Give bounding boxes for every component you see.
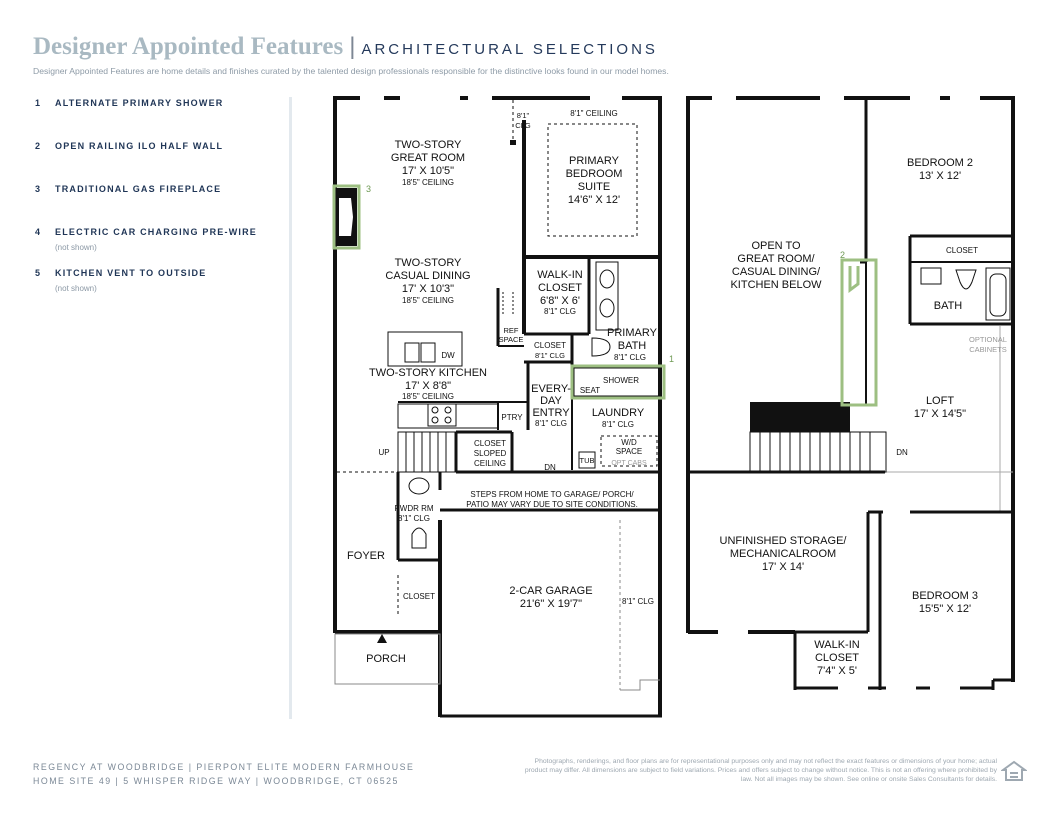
appliance-label: W/D (621, 438, 637, 447)
room-label: CASUAL DINING/ (731, 266, 821, 278)
option-label: CABINETS (969, 345, 1007, 354)
room-label: UNFINISHED STORAGE/ (719, 535, 847, 547)
room-dimension: 17' X 10'3" (401, 283, 455, 295)
room-label: GREAT ROOM/ (737, 253, 815, 265)
room-label: ENTRY (532, 407, 570, 419)
page-title: Designer Appointed Features (33, 33, 344, 60)
ceiling-label: 8'1" CLG (614, 353, 646, 362)
ceiling-label: 8'1" (516, 111, 530, 120)
footer-community (33, 760, 414, 788)
room-label: CLOSET (533, 341, 567, 350)
feature-label: OPEN RAILING ILO HALF WALL (55, 141, 224, 151)
room-label: TWO-STORY (394, 257, 462, 269)
room-label: BATH (933, 300, 963, 312)
room-label: TWO-STORY (394, 139, 462, 151)
room-label: PRIMARY (607, 327, 657, 339)
feature-label: KITCHEN VENT TO OUTSIDE (55, 268, 207, 278)
footer-disclaimer: Photographs, renderings, and floor plans are for representational purposes only and may not reflect the exact features or dimensions of your home; actual product may differ. All dimensions are subject to field variations. Prices and offers subject to change without notice. This is not an offering where prohibited by law. Not all images may be shown. See online or onsite Sales Consultants for details. (524, 758, 997, 783)
room-label: CEILING (473, 459, 507, 468)
room-label: CLOSET (945, 246, 979, 255)
room-label: PORCH (366, 653, 406, 665)
room-label: 2-CAR GARAGE (509, 585, 593, 597)
room-label: BEDROOM (565, 168, 623, 180)
room-dimension: 13' X 12' (918, 170, 962, 182)
railing-highlight (842, 260, 876, 405)
room-label: REF (503, 326, 519, 335)
callout-number: 3 (366, 184, 372, 194)
room-dimension: 6'8" X 6' (540, 295, 580, 307)
option-label: OPT CABS (611, 460, 647, 467)
ceiling-label: 8'1" CLG (544, 307, 576, 316)
equal-housing-icon (1001, 760, 1027, 782)
room-dimension: 17' X 8'8" (404, 380, 452, 392)
feature-number: 4 (35, 227, 42, 237)
ceiling-label: 8'1" CLG (535, 419, 567, 428)
stair-label: DN (896, 448, 908, 457)
room-label: BATH (617, 340, 647, 352)
room-label: CLOSET (537, 282, 583, 294)
room-dimension: 7'4" X 5' (817, 665, 857, 677)
room-label: WALK-IN (537, 269, 583, 281)
option-label: OPTIONAL (969, 335, 1007, 344)
ceiling-label: 8'1" CLG (622, 597, 654, 606)
first-floor-labels (347, 109, 658, 665)
stair-label: DN (544, 463, 556, 472)
room-label: CLOSET (814, 652, 860, 664)
feature-number: 5 (35, 268, 42, 278)
room-dimension: 15'5" X 12' (918, 603, 972, 615)
callout-number: 1 (669, 354, 675, 364)
ceiling-label: 18'5" CEILING (402, 392, 454, 401)
room-label: MECHANICALROOM (729, 548, 837, 560)
room-label: LAUNDRY (591, 407, 645, 419)
room-label: OPEN TO (751, 240, 801, 252)
room-label: CASUAL DINING (385, 270, 471, 282)
page-subtitle: Designer Appointed Features are home details and finishes curated by the talented design professionals responsible for the distinctive looks found in our model homes. (33, 66, 669, 76)
appliance-label: DW (441, 351, 455, 360)
appliance-label: TUB (579, 456, 595, 465)
room-label: CLOSET (402, 592, 436, 601)
ceiling-label: 8'1" CLG (398, 514, 430, 523)
room-label: SPACE (498, 335, 524, 344)
feature-number: 2 (35, 141, 42, 151)
feature-label: TRADITIONAL GAS FIREPLACE (55, 184, 222, 194)
stair-label: UP (378, 448, 390, 457)
room-label: PWDR RM (394, 504, 434, 513)
room-dimension: 14'6" X 12' (567, 194, 621, 206)
room-dimension: 17' X 14' (761, 561, 805, 573)
room-label: FOYER (347, 550, 385, 562)
callout-number: 2 (840, 250, 846, 260)
room-label: EVERY- (531, 383, 571, 395)
room-label: BEDROOM 2 (906, 157, 974, 169)
room-label: KITCHEN BELOW (730, 279, 822, 291)
room-label: SUITE (577, 181, 611, 193)
feature-note: (not shown) (55, 243, 97, 252)
room-label: CLOSET (473, 439, 507, 448)
ceiling-label: 18'5" CEILING (402, 296, 454, 305)
room-label: TWO-STORY KITCHEN (369, 367, 487, 379)
room-label: WALK-IN (814, 639, 860, 651)
feature-label: ALTERNATE PRIMARY SHOWER (55, 98, 224, 108)
room-dimension: 17' X 14'5" (913, 408, 967, 420)
room-label: SLOPED (473, 449, 507, 458)
footer-line: HOME SITE 49 | 5 WHISPER RIDGE WAY | WOODBRIDGE, CT 06525 (33, 776, 399, 786)
room-label: SHOWER (603, 376, 639, 385)
note-label: PATIO MAY VARY DUE TO SITE CONDITIONS. (466, 500, 638, 509)
ceiling-label: 18'5" CEILING (402, 178, 454, 187)
room-dimension: 21'6" X 19'7" (519, 598, 583, 610)
title-separator: | (349, 33, 356, 60)
room-label: DAY (540, 395, 562, 407)
room-dimension: 17' X 10'5" (401, 165, 455, 177)
ceiling-label: CLG (515, 121, 531, 130)
footer-line: REGENCY AT WOODBRIDGE | PIERPONT ELITE MODERN FARMHOUSE (33, 762, 415, 772)
feature-label: ELECTRIC CAR CHARGING PRE-WIRE (55, 227, 257, 237)
room-label: PTRY (501, 413, 523, 422)
room-label: GREAT ROOM (390, 152, 466, 164)
room-label: LOFT (925, 395, 955, 407)
note-label: STEPS FROM HOME TO GARAGE/ PORCH/ (470, 490, 634, 499)
room-label: BEDROOM 3 (911, 590, 979, 602)
ceiling-label: 8'1" CLG (535, 351, 565, 360)
room-label: SEAT (579, 386, 601, 395)
feature-note: (not shown) (55, 284, 97, 293)
room-label: PRIMARY (569, 155, 619, 167)
feature-number: 3 (35, 184, 42, 194)
feature-number: 1 (35, 98, 42, 108)
section-title: ARCHITECTURAL SELECTIONS (361, 41, 658, 58)
ceiling-label: 8'1" CEILING (570, 109, 618, 118)
appliance-label: SPACE (615, 447, 643, 456)
ceiling-label: 8'1" CLG (602, 420, 634, 429)
